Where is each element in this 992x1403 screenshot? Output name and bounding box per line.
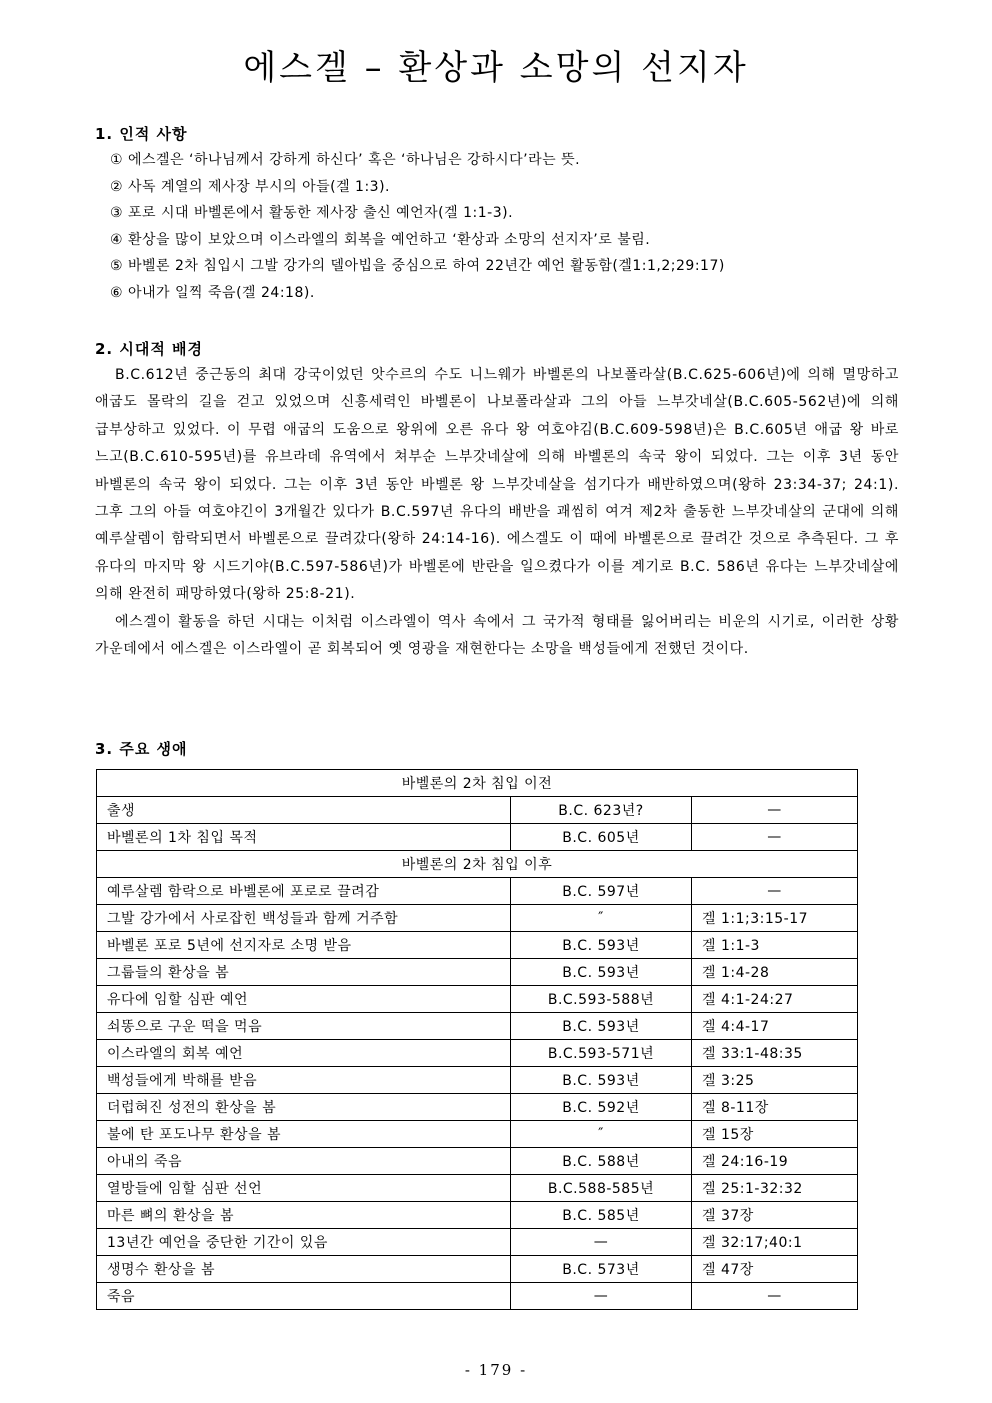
- table-row: [97, 797, 858, 824]
- date-cell: B.C. 593년: [511, 1013, 692, 1040]
- date-cell: B.C. 573년: [511, 1256, 692, 1283]
- table-row: [97, 1013, 858, 1040]
- reference-cell: 겔 1:4-28: [692, 959, 858, 986]
- event-cell: 13년간 예언을 중단한 기간이 있음: [97, 1229, 511, 1256]
- table-row: [97, 1094, 858, 1121]
- event-cell: 출생: [97, 797, 511, 824]
- reference-cell: —: [692, 878, 858, 905]
- list-item: ⑥ 아내가 일찍 죽음(겔 24:18).: [110, 284, 315, 301]
- reference-cell: 겔 4:1-24:27: [692, 986, 858, 1013]
- event-cell: 더럽혀진 성전의 환상을 봄: [97, 1094, 511, 1121]
- list-item: ① 에스겔은 ‘하나님께서 강하게 하신다’ 혹은 ‘하나님은 강하시다’라는 뜻.: [110, 152, 581, 168]
- event-cell: 마른 뼈의 환상을 봄: [97, 1202, 511, 1229]
- table-row: [97, 905, 858, 932]
- table-row: [97, 1148, 858, 1175]
- background-paragraph: 에스겔이 활동을 하던 시대는 이처럼 이스라엘이 역사 속에서 그 국가적 형태를 잃어버리는 비운의 시기로, 이러한 상황 가운데에서 에스겔은 이스라엘이 곧 회복되어 옛 영광을 재현한다는 소망을 백성들에게 전했던 것이다.: [95, 613, 899, 658]
- date-cell: B.C. 593년: [511, 1067, 692, 1094]
- reference-cell: 겔 37장: [692, 1202, 858, 1229]
- section-heading-personal: 1. 인적 사항: [95, 125, 188, 143]
- reference-cell: 겔 4:4-17: [692, 1013, 858, 1040]
- date-cell: B.C. 597년: [511, 878, 692, 905]
- table-row: [97, 1229, 858, 1256]
- event-cell: 죽음: [97, 1283, 511, 1310]
- table-row: [97, 824, 858, 851]
- event-cell: 백성들에게 박해를 받음: [97, 1067, 511, 1094]
- date-cell: B.C. 585년: [511, 1202, 692, 1229]
- reference-cell: 겔 47장: [692, 1256, 858, 1283]
- table-row: [97, 1175, 858, 1202]
- reference-cell: —: [692, 824, 858, 851]
- page-title: 에스겔 – 환상과 소망의 선지자: [243, 48, 749, 88]
- table-group-row: [97, 770, 858, 797]
- personal-info-list: [95, 147, 900, 306]
- event-cell: 그발 강가에서 사로잡힌 백성들과 함께 거주함: [97, 905, 511, 932]
- life-events-table: [96, 769, 858, 1310]
- event-cell: 아내의 죽음: [97, 1148, 511, 1175]
- section-personal-info: [95, 121, 900, 306]
- date-cell: B.C. 593년: [511, 959, 692, 986]
- date-cell: B.C.593-588년: [511, 986, 692, 1013]
- table-row: [97, 878, 858, 905]
- reference-cell: 겔 33:1-48:35: [692, 1040, 858, 1067]
- date-cell: —: [511, 1283, 692, 1310]
- list-item: ③ 포로 시대 바벨론에서 활동한 제사장 출신 예언자(겔 1:1-3).: [110, 205, 514, 221]
- table-row: [97, 1067, 858, 1094]
- table-row: [97, 1256, 858, 1283]
- date-cell: B.C. 605년: [511, 824, 692, 851]
- reference-cell: 겔 1:1;3:15-17: [692, 905, 858, 932]
- table-group-row: [97, 851, 858, 878]
- section-heading-life: 3. 주요 생애: [95, 740, 188, 758]
- reference-cell: 겔 32:17;40:1: [692, 1229, 858, 1256]
- table-row: [97, 1040, 858, 1067]
- event-cell: 쇠똥으로 구운 떡을 먹음: [97, 1013, 511, 1040]
- date-cell: B.C. 592년: [511, 1094, 692, 1121]
- reference-cell: 겔 15장: [692, 1121, 858, 1148]
- section-heading-background: 2. 시대적 배경: [95, 340, 204, 358]
- event-cell: 그룹들의 환상을 봄: [97, 959, 511, 986]
- reference-cell: —: [692, 1283, 858, 1310]
- date-cell: B.C. 593년: [511, 932, 692, 959]
- reference-cell: 겔 1:1-3: [692, 932, 858, 959]
- list-item: ④ 환상을 많이 보았으며 이스라엘의 회복을 예언하고 ‘환상과 소망의 선지자’로 불림.: [110, 231, 651, 248]
- event-cell: 이스라엘의 회복 예언: [97, 1040, 511, 1067]
- background-paragraph: B.C.612년 중근동의 최대 강국이었던 앗수르의 수도 니느웨가 바벨론의 나보폴라살(B.C.625-606년)에 의해 멸망하고 애굽도 몰락의 길을 걷고 있었으며 신흥세력인 바벨론이 나보폴라살과 그의 아들 느부갓네살(B.C.605-562년)에 의해 급부상하고 있었다. 이 무렵 애굽의 도움으로 왕위에 오른 유다 왕 여호야김(B.C.609-598년)은 B.C.605년 애굽 왕 바로 느고(B.C.610-595년)를 유브라데 유역에서 쳐부순 느부갓네살에 의해 바벨론의 속국 왕이 되었다. 그는 이후 3년 동안 바벨론의 속국 왕이 되었다. 그는 이후 3년 동안 바벨론 왕 느부갓네살을 섬기다가 배반하였으며(왕하 23:34-37; 24:1). 그후 그의 아들 여호야긴이 3개월간 있다가 B.C.597년 유다의 배반을 괘씸히 여겨 제2차 출동한 느부갓네살의 군대에 의해 예루살렘이 함락되면서 바벨론으로 끌려갔다(왕하 24:14-16). 에스겔도 이 때에 바벨론으로 끌려간 것으로 추측된다. 그 후 유다의 마지막 왕 시드기야(B.C.597-586년)가 바벨론에 반란을 일으켰다가 이를 계기로 B.C. 586년 유다는 느부갓네살에 의해 완전히 패망하였다(왕하 25:8-21).: [95, 367, 899, 603]
- reference-cell: 겔 25:1-32:32: [692, 1175, 858, 1202]
- date-cell: B.C.588-585년: [511, 1175, 692, 1202]
- event-cell: 불에 탄 포도나무 환상을 봄: [97, 1121, 511, 1148]
- group-header-before: 바벨론의 2차 침입 이전: [97, 770, 858, 797]
- date-cell: ″: [511, 905, 692, 932]
- event-cell: 바벨론의 1차 침입 목적: [97, 824, 511, 851]
- date-cell: ″: [511, 1121, 692, 1148]
- event-cell: 바벨론 포로 5년에 선지자로 소명 받음: [97, 932, 511, 959]
- list-item: ⑤ 바벨론 2차 침입시 그발 강가의 델아빕을 중심으로 하여 22년간 예언 활동함(겔1:1,2;29:17): [110, 258, 725, 274]
- event-cell: 열방들에 임할 심판 선언: [97, 1175, 511, 1202]
- section-main-life: [95, 736, 900, 762]
- list-item: ② 사독 계열의 제사장 부시의 아들(겔 1:3).: [110, 178, 390, 195]
- event-cell: 생명수 환상을 봄: [97, 1256, 511, 1283]
- date-cell: B.C. 623년?: [511, 797, 692, 824]
- event-cell: 유다에 임할 심판 예언: [97, 986, 511, 1013]
- table-row: [97, 1121, 858, 1148]
- reference-cell: 겔 8-11장: [692, 1094, 858, 1121]
- date-cell: —: [511, 1229, 692, 1256]
- date-cell: B.C. 588년: [511, 1148, 692, 1175]
- page-number: - 179 -: [464, 1361, 528, 1379]
- group-header-after: 바벨론의 2차 침입 이후: [97, 851, 858, 878]
- table-row: [97, 932, 858, 959]
- section-historical-background: [95, 336, 899, 663]
- table-row: [97, 1202, 858, 1229]
- reference-cell: 겔 3:25: [692, 1067, 858, 1094]
- reference-cell: 겔 24:16-19: [692, 1148, 858, 1175]
- table-row: [97, 1283, 858, 1310]
- table-row: [97, 986, 858, 1013]
- event-cell: 예루살렘 함락으로 바벨론에 포로로 끌려감: [97, 878, 511, 905]
- reference-cell: —: [692, 797, 858, 824]
- table-row: [97, 959, 858, 986]
- date-cell: B.C.593-571년: [511, 1040, 692, 1067]
